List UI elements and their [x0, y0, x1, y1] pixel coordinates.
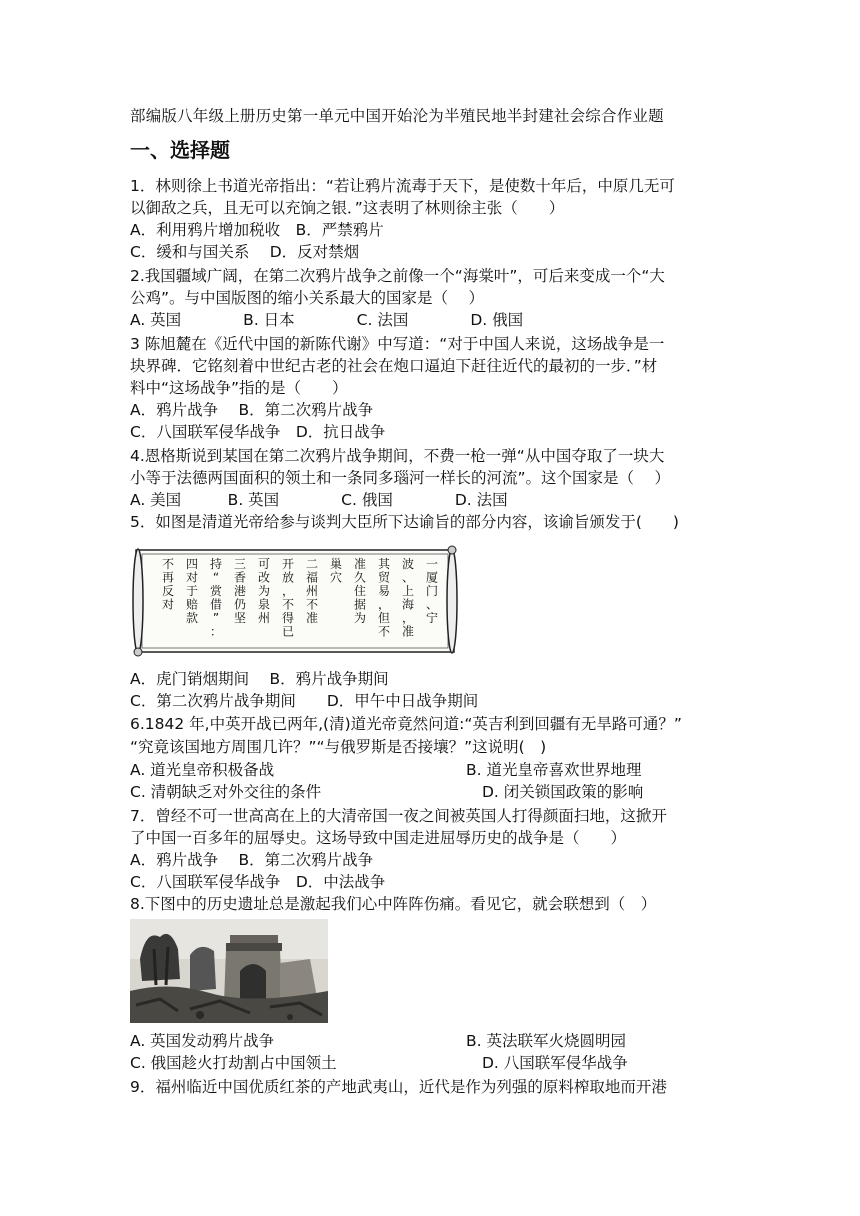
section-heading: 一、选择题 [130, 138, 230, 162]
q8-option-d: D. 八国联军侵华战争 [482, 1054, 628, 1072]
scroll-column-6: 二福州不准 [305, 557, 319, 625]
q5-options-cd: C．第二次鸦片战争期间 D．甲午中日战争期间 [130, 692, 479, 710]
q8-option-a: A. 英国发动鸦片战争 [130, 1032, 275, 1050]
scroll-column-3: 其贸易，但不 [377, 557, 391, 639]
q6-option-d: D. 闭关锁国政策的影响 [482, 783, 644, 801]
q5-line-1: 5．如图是清道光帝给参与谈判大臣所下达谕旨的部分内容，该谕旨颁发于( ) [130, 513, 679, 531]
q8-line-1: 8.下图中的历史遗址总是激起我们心中阵阵伤痛。看见它，就会联想到（ ） [130, 895, 657, 913]
q1-line-1: 1．林则徐上书道光帝指出：“若让鸦片流毒于天下，是使数十年后，中原几无可 [130, 177, 675, 195]
scroll-column-8: 可改为泉州 [257, 557, 271, 625]
q1-line-2: 以御敌之兵，且无可以充饷之银．”这表明了林则徐主张（ ） [130, 199, 565, 217]
edict-scroll-image [130, 544, 460, 658]
q1-options-cd: C．缓和与国关系 D．反对禁烟 [130, 243, 360, 261]
old-summer-palace-ruins-image [130, 919, 328, 1023]
q7-options-cd: C．八国联军侵华战争 D．中法战争 [130, 873, 386, 891]
q4-line-2: 小等于法德两国面积的领土和一条同多瑙河一样长的河流”。这个国家是（ ） [130, 469, 670, 487]
q2-options: A. 英国 B. 日本 C. 法国 D. 俄国 [130, 311, 524, 329]
q7-line-2: 了中国一百多年的屈辱史。这场导致中国走进屈辱历史的战争是（ ） [130, 829, 627, 847]
q7-options-ab: A．鸦片战争 B．第二次鸦片战争 [130, 851, 374, 869]
scroll-column-4: 准久住据为 [353, 557, 367, 625]
scroll-column-11: 四对于赔款 [185, 557, 199, 625]
q3-line-2: 块界碑．它铭刻着中世纪古老的社会在炮口逼迫下赶往近代的最初的一步．”材 [130, 357, 658, 375]
q2-line-2: 公鸡”。与中国版图的缩小关系最大的国家是（ ） [130, 289, 484, 307]
q8-option-b: B. 英法联军火烧圆明园 [466, 1032, 626, 1050]
q6-line-1: 6.1842 年,中英开战已两年,(清)道光帝竟然问道:“英吉利到回疆有无旱路可通？” [130, 715, 682, 733]
q6-option-b: B. 道光皇帝喜欢世界地理 [466, 761, 642, 779]
scroll-column-12: 不再反对 [161, 557, 175, 612]
scroll-column-5: 巢穴 [329, 557, 343, 585]
scroll-column-10: 持“赏借”： [209, 557, 223, 639]
q6-line-2: “究竟该国地方周围几许？”“与俄罗斯是否接壤？”这说明( ) [130, 738, 547, 756]
q1-options-ab: A．利用鸦片增加税收 B．严禁鸦片 [130, 221, 384, 239]
q9-line-1: 9．福州临近中国优质红茶的产地武夷山，近代是作为列强的原料榨取地而开港 [130, 1078, 667, 1096]
document-title: 部编版八年级上册历史第一单元中国开始沦为半殖民地半封建社会综合作业题 [130, 107, 664, 125]
q4-line-1: 4.恩格斯说到某国在第二次鸦片战争期间，不费一枪一弹“从中国夺取了一块大 [130, 447, 665, 465]
scroll-column-2: 波、上海，准 [401, 557, 415, 639]
q7-line-1: 7．曾经不可一世高高在上的大清帝国一夜之间被英国人打得颜面扫地，这掀开 [130, 807, 667, 825]
scroll-column-1: 一厦门、宁 [425, 557, 439, 625]
q2-line-1: 2.我国疆域广阔，在第二次鸦片战争之前像一个“海棠叶”，可后来变成一个“大 [130, 267, 665, 285]
scroll-column-7: 开放，不得已 [281, 557, 295, 639]
q3-options-ab: A．鸦片战争 B．第二次鸦片战争 [130, 401, 374, 419]
scroll-column-9: 三香港仍坚 [233, 557, 247, 625]
q5-options-ab: A．虎门销烟期间 B．鸦片战争期间 [130, 670, 389, 688]
q6-option-c: C. 清朝缺乏对外交往的条件 [130, 783, 322, 801]
q3-line-1: 3 陈旭麓在《近代中国的新陈代谢》中写道：“对于中国人来说，这场战争是一 [130, 335, 665, 353]
q6-option-a: A. 道光皇帝积极备战 [130, 761, 275, 779]
q3-options-cd: C．八国联军侵华战争 D．抗日战争 [130, 423, 386, 441]
q3-line-3: 料中“这场战争”指的是（ ） [130, 379, 348, 397]
q4-options: A. 美国 B. 英国 C. 俄国 D. 法国 [130, 491, 508, 509]
q8-option-c: C. 俄国趁火打劫割占中国领土 [130, 1054, 337, 1072]
